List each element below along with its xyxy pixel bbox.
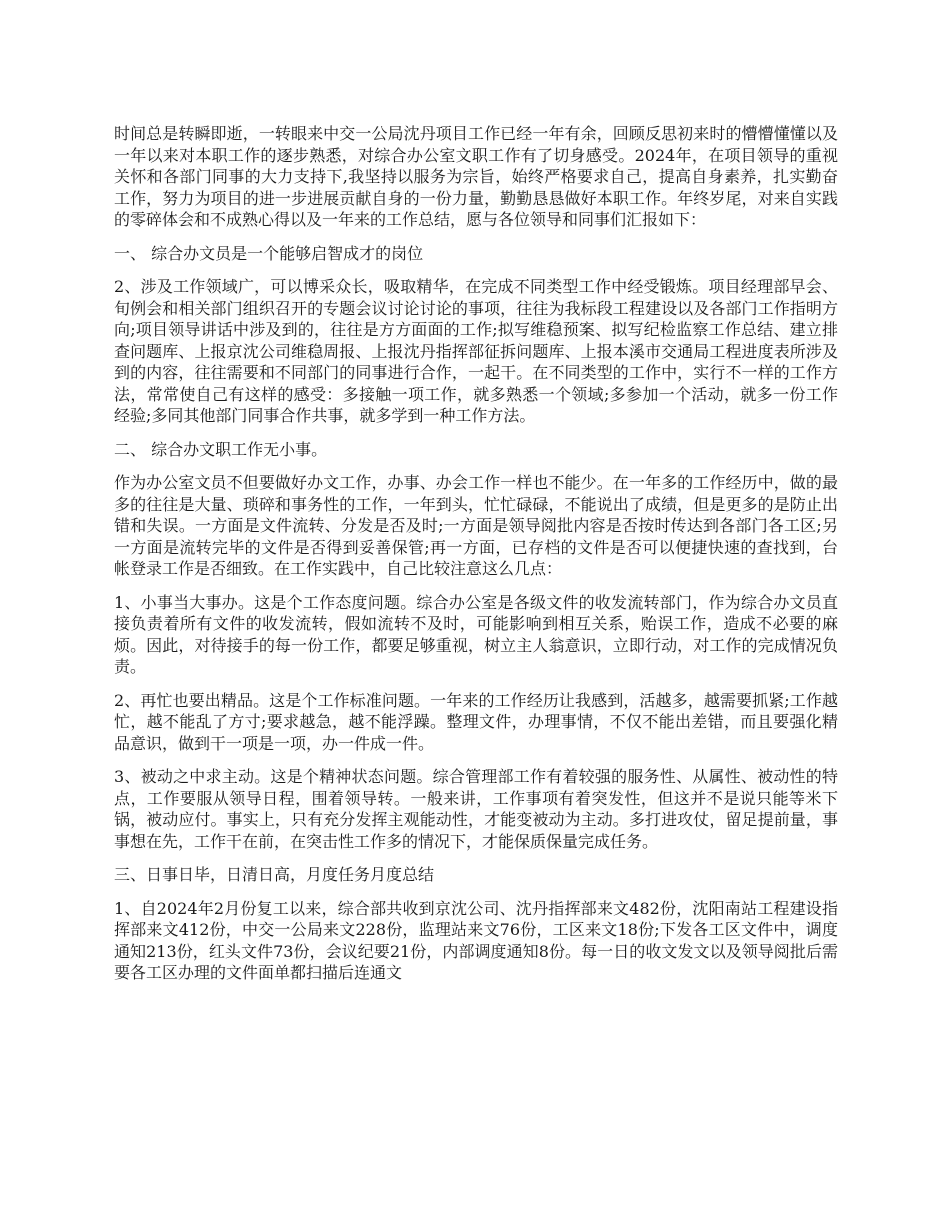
paragraph-document-stats: 1、自2024年2月份复工以来，综合部共收到京沈公司、沈丹指挥部来文482份，沈阳南站工程建设指挥部来文412份，中交一公局来文228份，监理站来文76份，工区来文18份;下发各工区文件中，调度通知213份，红头文件73份，会议纪要21份，内部调度通知8份。每一日的收文发文以及领导阅批后需要各工区办理的文件面单都扫描后连通文	[114, 898, 838, 982]
section-heading-1: 一、 综合办文员是一个能够启智成才的岗位	[114, 243, 424, 263]
point-3-paragraph: 3、被动之中求主动。这是个精神状态问题。综合管理部工作有着较强的服务性、从属性、被动性的特点，工作要服从领导日程，围着领导转。一般来讲，工作事项有着突发性，但这并不是说只能等米下锅，被动应付。事实上，只有充分发挥主观能动性，才能变被动为主动。多打进攻仗，留足提前量，事事想在先，工作干在前，在突击性工作多的情况下，才能保质保量完成任务。	[114, 767, 838, 851]
intro-paragraph: 时间总是转瞬即逝，一转眼来中交一公局沈丹项目工作已经一年有余，回顾反思初来时的懵懵懂懂以及一年以来对本职工作的逐步熟悉，对综合办公室文职工作有了切身感受。2024年，在项目领导的重视关怀和各部门同事的大力支持下,我坚持以服务为宗旨，始终严格要求自己，提高自身素养，扎实勤奋工作，努力为项目的进一步进展贡献自身的一份力量，勤勤恳恳做好本职工作。年终岁尾，对来自实践的零碎体会和不成熟心得以及一年来的工作总结，愿与各位领导和同事们汇报如下：	[114, 124, 838, 229]
section-heading-2: 二、 综合办文职工作无小事。	[114, 439, 328, 459]
point-1-paragraph: 1、小事当大事办。这是个工作态度问题。综合办公室是各级文件的收发流转部门，作为综合办文员直接负责着所有文件的收发流转，假如流转不及时，可能影响到相互关系，贻误工作，造成不必要的麻烦。因此，对待接手的每一份工作，都要足够重视，树立主人翁意识，立即行动，对工作的完成情况负责。	[114, 592, 838, 676]
point-2-paragraph: 2、再忙也要出精品。这是个工作标准问题。一年来的工作经历让我感到，活越多，越需要抓紧;工作越忙，越不能乱了方寸;要求越急，越不能浮躁。整理文件，办理事情，不仅不能出差错，而且要强化精品意识，做到干一项是一项，办一件成一件。	[114, 690, 838, 753]
paragraph-work-scope: 2、涉及工作领域广，可以博采众长，吸取精华，在完成不同类型工作中经受锻炼。项目经理部早会、旬例会和相关部门组织召开的专题会议讨论讨论的事项，往往为我标段工程建设以及各部门工作指明方向;项目领导讲话中涉及到的，往往是方方面面的工作;拟写维稳预案、拟写纪检监察工作总结、建立排查问题库、上报京沈公司维稳周报、上报沈丹指挥部征拆问题库、上报本溪市交通局工程进度表所涉及到的内容，往往需要和不同部门的同事进行合作，一起干。在不同类型的工作中，实行不一样的工作方法，常常使自己有这样的感受：多接触一项工作，就多熟悉一个领域;多参加一个活动，就多一份工作经验;多同其他部门同事合作共事，就多学到一种工作方法。	[114, 277, 838, 425]
section-heading-3: 三、日事日毕，日清日高，月度任务月度总结	[114, 865, 435, 884]
paragraph-office-duties: 作为办公室文员不但要做好办文工作，办事、办会工作一样也不能少。在一年多的工作经历中，做的最多的往往是大量、琐碎和事务性的工作，一年到头，忙忙碌碌，不能说出了成绩，但是更多的是防止出错和失误。一方面是文件流转、分发是否及时;一方面是领导阅批内容是否按时传达到各部门各工区;另一方面是流转完毕的文件是否得到妥善保管;再一方面，已存档的文件是否可以便捷快速的查找到，台帐登录工作是否细致。在工作实践中，自己比较注意这么几点：	[114, 473, 838, 578]
document-page	[114, 123, 838, 996]
